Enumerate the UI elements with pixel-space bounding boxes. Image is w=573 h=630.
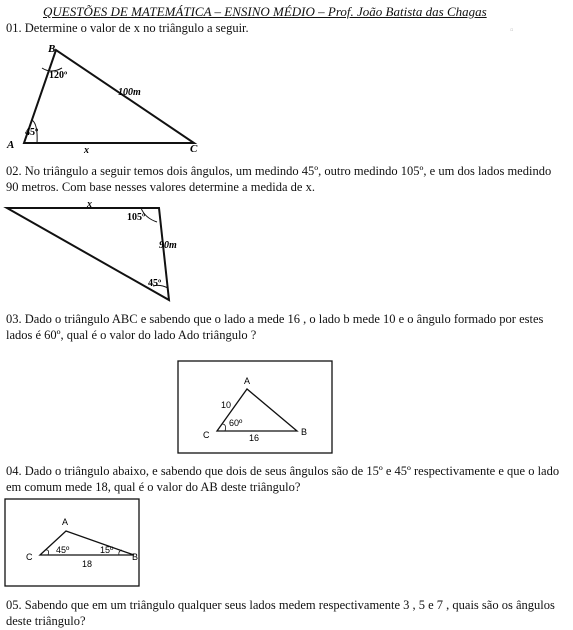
side-right-label: 90m	[159, 240, 177, 251]
side-cb-label: 18	[82, 559, 93, 569]
vertex-a-label: A	[62, 517, 69, 527]
vertex-c-label: C	[26, 552, 33, 562]
question-2: 02. No triângulo a seguir temos dois ângulos, um medindo 45º, outro medindo 105º, e um dos lados medindo 90 metros. Com base nesses valores determine a medida de x.	[6, 164, 552, 194]
vertex-a-label: A	[7, 139, 15, 151]
angle-bottom-label: 45º	[148, 278, 162, 289]
question-1: 01. Determine o valor de x no triângulo a seguir.	[6, 21, 249, 35]
vertex-c-label: C	[203, 430, 210, 440]
angle-c-label: 60º	[229, 418, 243, 428]
angle-a-label: 45º	[25, 127, 39, 138]
triangle-figure-2	[3, 198, 183, 304]
side-ac-label: x	[84, 145, 89, 155]
vertex-b-label: B	[301, 427, 308, 437]
bleed-through-text: ▫	[510, 25, 514, 36]
vertex-a-label: A	[244, 376, 251, 386]
question-5: 05. Sabendo que em um triângulo qualquer seus lados medem respectivamente 3 , 5 e 7 , quais são os ângulos deste triângulo?	[6, 598, 555, 628]
triangle-figure-4	[4, 498, 140, 588]
vertex-b-label: B	[131, 552, 138, 562]
side-cb-label: 16	[249, 433, 260, 443]
side-bc-label: 100m	[118, 87, 141, 98]
vertex-c-label: C	[190, 143, 198, 155]
side-ca-label: 10	[221, 400, 232, 410]
angle-c-label: 45º	[56, 545, 70, 555]
page-header: QUESTÕES DE MATEMÁTICA – ENSINO MÉDIO – Prof. João Batista das Chagas	[43, 4, 487, 19]
angle-b-label: 15º	[100, 545, 114, 555]
question-4: 04. Dado o triângulo abaixo, e sabendo que dois de seus ângulos são de 15º e 45º respectivamente e que o lado em comum mede 18, qual é o valor do AB deste triângulo?	[6, 464, 560, 494]
triangle-figure-1	[4, 40, 214, 155]
side-top-label: x	[87, 199, 92, 210]
triangle-figure-3	[177, 360, 334, 455]
question-3: 03. Dado o triângulo ABC e sabendo que o lado a mede 16 , o lado b mede 10 e o ângulo formado por estes lados é 60º, qual é o valor do lado Ado triângulo ?	[6, 312, 544, 342]
angle-b-label: 120º	[49, 70, 68, 81]
angle-top-label: 105º	[127, 212, 146, 223]
vertex-b-label: B	[48, 43, 56, 55]
